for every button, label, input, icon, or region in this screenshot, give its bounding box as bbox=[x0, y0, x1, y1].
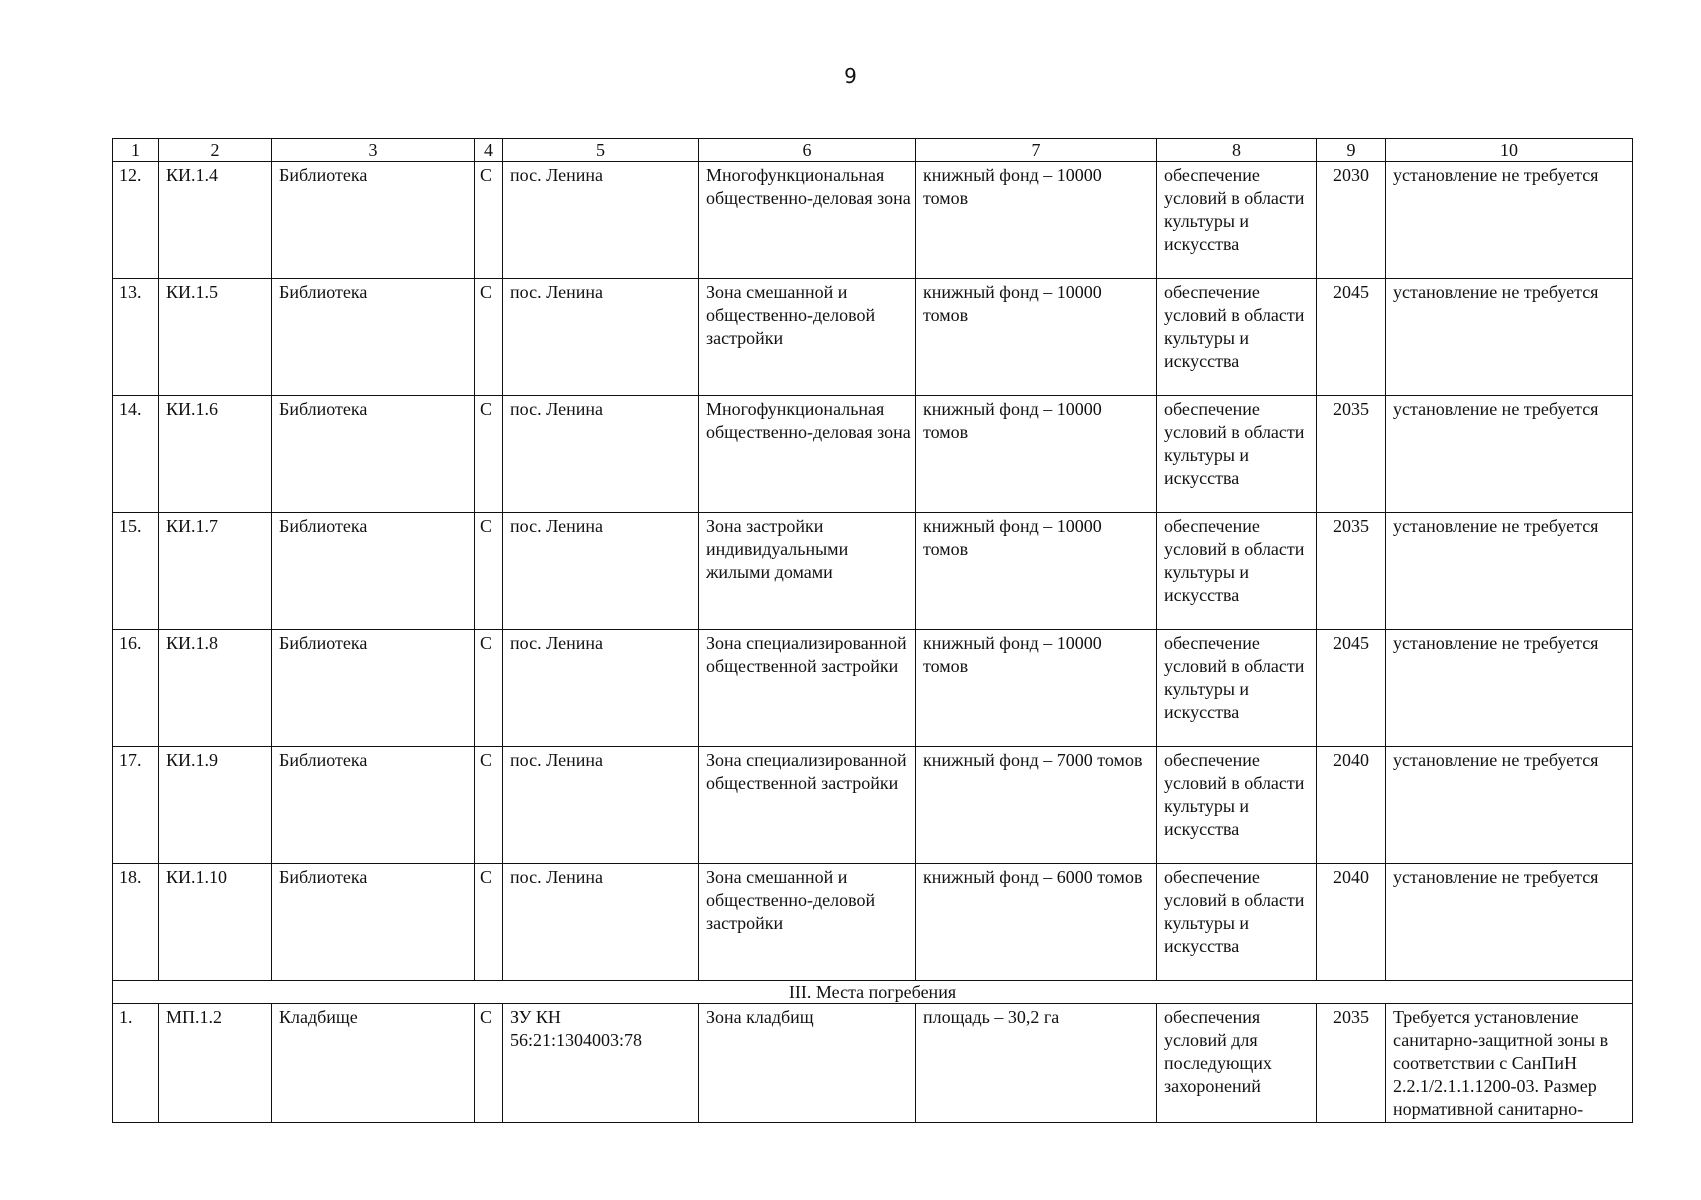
object-code: КИ.1.8 bbox=[159, 630, 272, 747]
page-number: 9 bbox=[844, 64, 857, 88]
column-header: 4 bbox=[475, 139, 503, 162]
column-header: 7 bbox=[916, 139, 1157, 162]
functional-zone: Многофункциональная общественно-деловая зона bbox=[699, 396, 916, 513]
object-code: КИ.1.10 bbox=[159, 864, 272, 981]
row-number: 17. bbox=[113, 747, 159, 864]
functional-zone: Зона кладбищ bbox=[699, 1004, 916, 1123]
column-header: 10 bbox=[1386, 139, 1633, 162]
object-purpose: обеспечения условий для последующих захоронений bbox=[1157, 1004, 1317, 1123]
object-capacity: книжный фонд – 10000 томов bbox=[916, 630, 1157, 747]
column-header: 2 bbox=[159, 139, 272, 162]
object-type: С bbox=[475, 630, 503, 747]
protection-zone-status: установление не требуется bbox=[1386, 162, 1633, 279]
table-row bbox=[113, 864, 1633, 981]
object-capacity: книжный фонд – 6000 томов bbox=[916, 864, 1157, 981]
row-number: 1. bbox=[113, 1004, 159, 1123]
object-code: МП.1.2 bbox=[159, 1004, 272, 1123]
object-type: С bbox=[475, 513, 503, 630]
table-row bbox=[113, 747, 1633, 864]
object-location: пос. Ленина bbox=[503, 630, 699, 747]
functional-zone: Зона смешанной и общественно-деловой застройки bbox=[699, 864, 916, 981]
protection-zone-status: установление не требуется bbox=[1386, 513, 1633, 630]
object-location: ЗУ КН 56:21:1304003:78 bbox=[503, 1004, 699, 1123]
target-year: 2045 bbox=[1317, 630, 1386, 747]
object-location: пос. Ленина bbox=[503, 513, 699, 630]
table-row bbox=[113, 630, 1633, 747]
protection-zone-status: установление не требуется bbox=[1386, 279, 1633, 396]
object-purpose: обеспечение условий в области культуры и искусства bbox=[1157, 513, 1317, 630]
object-type: С bbox=[475, 1004, 503, 1123]
object-location: пос. Ленина bbox=[503, 162, 699, 279]
functional-zone: Зона специализированной общественной застройки bbox=[699, 630, 916, 747]
object-purpose: обеспечение условий в области культуры и искусства bbox=[1157, 162, 1317, 279]
object-type: С bbox=[475, 279, 503, 396]
protection-zone-status: установление не требуется bbox=[1386, 747, 1633, 864]
object-location: пос. Ленина bbox=[503, 279, 699, 396]
object-name: Библиотека bbox=[272, 279, 475, 396]
object-capacity: книжный фонд – 10000 томов bbox=[916, 162, 1157, 279]
row-number: 14. bbox=[113, 396, 159, 513]
functional-zone: Зона смешанной и общественно-деловой застройки bbox=[699, 279, 916, 396]
target-year: 2040 bbox=[1317, 747, 1386, 864]
target-year: 2040 bbox=[1317, 864, 1386, 981]
row-number: 18. bbox=[113, 864, 159, 981]
protection-zone-status: установление не требуется bbox=[1386, 396, 1633, 513]
row-number: 13. bbox=[113, 279, 159, 396]
column-header: 6 bbox=[699, 139, 916, 162]
protection-zone-status: установление не требуется bbox=[1386, 630, 1633, 747]
target-year: 2035 bbox=[1317, 513, 1386, 630]
column-header: 9 bbox=[1317, 139, 1386, 162]
object-code: КИ.1.4 bbox=[159, 162, 272, 279]
object-purpose: обеспечение условий в области культуры и искусства bbox=[1157, 630, 1317, 747]
object-code: КИ.1.5 bbox=[159, 279, 272, 396]
object-type: С bbox=[475, 747, 503, 864]
object-type: С bbox=[475, 162, 503, 279]
object-capacity: площадь – 30,2 га bbox=[916, 1004, 1157, 1123]
object-code: КИ.1.6 bbox=[159, 396, 272, 513]
column-header: 8 bbox=[1157, 139, 1317, 162]
object-type: С bbox=[475, 864, 503, 981]
column-header: 5 bbox=[503, 139, 699, 162]
object-location: пос. Ленина bbox=[503, 747, 699, 864]
object-name: Библиотека bbox=[272, 162, 475, 279]
row-number: 15. bbox=[113, 513, 159, 630]
object-name: Кладбище bbox=[272, 1004, 475, 1123]
object-purpose: обеспечение условий в области культуры и искусства bbox=[1157, 747, 1317, 864]
column-header: 1 bbox=[113, 139, 159, 162]
object-location: пос. Ленина bbox=[503, 864, 699, 981]
target-year: 2030 bbox=[1317, 162, 1386, 279]
row-number: 12. bbox=[113, 162, 159, 279]
table-row bbox=[113, 513, 1633, 630]
functional-zone: Зона застройки индивидуальными жилыми домами bbox=[699, 513, 916, 630]
object-table bbox=[112, 138, 1633, 1123]
object-location: пос. Ленина bbox=[503, 396, 699, 513]
object-name: Библиотека bbox=[272, 513, 475, 630]
object-purpose: обеспечение условий в области культуры и искусства bbox=[1157, 864, 1317, 981]
functional-zone: Многофункциональная общественно-деловая зона bbox=[699, 162, 916, 279]
table-row bbox=[113, 396, 1633, 513]
protection-zone-status: установление не требуется bbox=[1386, 864, 1633, 981]
table-row bbox=[113, 279, 1633, 396]
table-header-row bbox=[113, 139, 1633, 162]
functional-zone: Зона специализированной общественной застройки bbox=[699, 747, 916, 864]
target-year: 2035 bbox=[1317, 1004, 1386, 1123]
row-number: 16. bbox=[113, 630, 159, 747]
object-capacity: книжный фонд – 10000 томов bbox=[916, 513, 1157, 630]
object-purpose: обеспечение условий в области культуры и искусства bbox=[1157, 396, 1317, 513]
object-type: С bbox=[475, 396, 503, 513]
column-header: 3 bbox=[272, 139, 475, 162]
object-code: КИ.1.7 bbox=[159, 513, 272, 630]
section-header-row bbox=[113, 981, 1633, 1004]
object-capacity: книжный фонд – 10000 томов bbox=[916, 396, 1157, 513]
object-name: Библиотека bbox=[272, 396, 475, 513]
object-name: Библиотека bbox=[272, 630, 475, 747]
target-year: 2035 bbox=[1317, 396, 1386, 513]
object-capacity: книжный фонд – 10000 томов bbox=[916, 279, 1157, 396]
object-purpose: обеспечение условий в области культуры и искусства bbox=[1157, 279, 1317, 396]
object-name: Библиотека bbox=[272, 864, 475, 981]
target-year: 2045 bbox=[1317, 279, 1386, 396]
object-capacity: книжный фонд – 7000 томов bbox=[916, 747, 1157, 864]
table-row bbox=[113, 1004, 1633, 1123]
object-name: Библиотека bbox=[272, 747, 475, 864]
object-code: КИ.1.9 bbox=[159, 747, 272, 864]
section-title: III. Места погребения bbox=[113, 981, 1633, 1004]
protection-zone-status: Требуется установление санитарно-защитной зоны в соответствии с СанПиН 2.2.1/2.1.1.1200-03. Размер нормативной санитарно- bbox=[1386, 1004, 1633, 1123]
table-row bbox=[113, 162, 1633, 279]
